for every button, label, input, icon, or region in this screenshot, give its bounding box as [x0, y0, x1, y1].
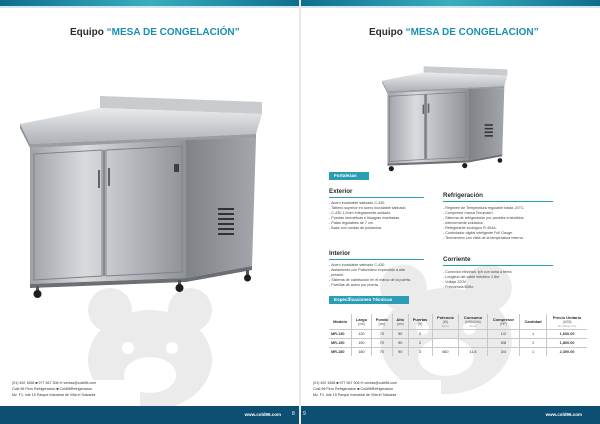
- footer: [301, 406, 600, 424]
- list-item: - presión.: [329, 273, 411, 278]
- list-item: - Longitud del cable eléctrico 1.8m.: [443, 275, 513, 280]
- col-potencia: Potencia (W) Aprox: [432, 314, 459, 330]
- table-row: [329, 339, 587, 348]
- title-accent: “MESA DE CONGELACIÓN”: [106, 27, 240, 38]
- list-item: - Puertas herméticas e bisagras insertadas.: [329, 216, 406, 221]
- title-prefix: Equipo: [369, 27, 403, 38]
- cell-largo: 150: [352, 339, 372, 348]
- specs-tag: Especificaciones Técnicas: [329, 296, 409, 304]
- cell-puertas: 2: [408, 339, 432, 348]
- top-strip: [301, 0, 600, 6]
- exterior-heading: Exterior: [329, 188, 353, 195]
- contact-facebook: Cold 96 Peru Refrigeracion ■ Cold96Refrigeracion: [12, 387, 93, 391]
- spec-table: [329, 314, 587, 356]
- right-page: [301, 0, 600, 424]
- table-header-row: [329, 314, 587, 330]
- corriente-list: [443, 270, 513, 290]
- list-item: - Régimen de Temperatura regulable hasta -20°C.: [443, 206, 525, 211]
- footer-url[interactable]: www.cold96.com: [244, 412, 281, 417]
- refrigeracion-list: [443, 206, 525, 241]
- cell-compresor: 3/4: [487, 348, 519, 357]
- cell-precio: 1,800.00: [547, 339, 587, 348]
- col-largo: Largo (cm): [352, 314, 372, 330]
- footer: [0, 406, 299, 424]
- cell-cantidad: 1: [520, 330, 547, 339]
- freezer-table-image: [375, 60, 525, 175]
- divider: [443, 265, 553, 266]
- features-tag: Fortalezas: [329, 172, 369, 180]
- cell-fondo: 70: [371, 339, 392, 348]
- footer-url[interactable]: www.cold96.com: [545, 412, 582, 417]
- interior-heading: Interior: [329, 250, 351, 257]
- cell-alto: 90: [392, 330, 408, 339]
- col-puertas: Puertas (N): [408, 314, 432, 330]
- list-item: - Sistema de calefacción en el marco de la puerta.: [329, 278, 411, 283]
- list-item: - interiormente soldados.: [443, 221, 525, 226]
- divider: [443, 201, 553, 202]
- col-precio: Precio Unitario (US$) No incluye IGV: [547, 314, 587, 330]
- exterior-list: [329, 201, 406, 231]
- contact-phone: (01) 492 1656 ■ 977 567 306 ✉ ventas@cold96.com: [313, 381, 398, 385]
- list-item: - Tablero superior en acero inoxidable satinado: [329, 206, 406, 211]
- contact-block: [0, 380, 140, 406]
- cell-consumo: [459, 330, 488, 339]
- list-item: - Voltaje 220V: [443, 280, 513, 285]
- cell-model: MR-150: [329, 339, 352, 348]
- cell-precio: 2,300.00: [547, 348, 587, 357]
- contact-block: [301, 380, 441, 406]
- list-item: - Base con ruedas de poliamina.: [329, 226, 406, 231]
- contact-address: Mz. F1, lote 15 Parque Industrial de Villa el Salvador: [12, 393, 96, 397]
- interior-list: [329, 263, 411, 288]
- list-item: - Frecuencia 60Hz.: [443, 285, 513, 290]
- list-item: - Conexión eléctrica: Iph con toma a tierra.: [443, 270, 513, 275]
- cell-consumo: 11.6: [459, 348, 488, 357]
- cell-compresor: 5/8: [487, 339, 519, 348]
- list-item: - Termómetro con vista de la temperatura interna.: [443, 236, 525, 241]
- left-page: [0, 0, 299, 424]
- col-model: Modelo: [333, 319, 348, 324]
- col-fondo: Fondo (cm): [371, 314, 392, 330]
- refrigeracion-heading: Refrigeración: [443, 192, 483, 199]
- cell-alto: 90: [392, 348, 408, 357]
- list-item: - Parrillas de acero por puerta.: [329, 283, 411, 288]
- cell-potencia: 660: [432, 348, 459, 357]
- list-item: - Controlador digital inteligente Full Gauge.: [443, 231, 525, 236]
- cell-cantidad: 1: [520, 339, 547, 348]
- title-accent: “MESA DE CONGELACION”: [405, 27, 539, 38]
- page-number: 8: [292, 411, 295, 417]
- cell-largo: 130: [352, 330, 372, 339]
- cell-puertas: 3: [408, 348, 432, 357]
- cell-model: MR-180: [329, 348, 352, 357]
- cell-model: MR-130: [329, 330, 352, 339]
- cell-potencia: [432, 330, 459, 339]
- list-item: - Aislamiento con Poliuretano expandido a alta: [329, 268, 411, 273]
- cell-fondo: 70: [371, 330, 392, 339]
- page-title: [70, 27, 240, 38]
- list-item: - Compresor marca Tecumseh.: [443, 211, 525, 216]
- corriente-heading: Corriente: [443, 256, 471, 263]
- page-number: 9: [303, 411, 306, 417]
- page-title: [369, 27, 539, 38]
- col-alto: Alto (cm): [392, 314, 408, 330]
- cell-fondo: 70: [371, 348, 392, 357]
- divider: [329, 259, 424, 260]
- col-cantidad: Cantidad: [520, 314, 547, 330]
- freezer-table-image: [6, 90, 296, 300]
- contact-facebook: Cold 96 Peru Refrigeracion ■ Cold96Refrigeracion: [313, 387, 394, 391]
- list-item: - Sistema de refrigeración por paneles embutidos: [443, 216, 525, 221]
- col-compresor: Compresor (HP): [487, 314, 519, 330]
- title-prefix: Equipo: [70, 27, 104, 38]
- list-item: - Acero inoxidable satinado C-430.: [329, 263, 411, 268]
- cell-alto: 90: [392, 339, 408, 348]
- contact-phone: (01) 492 1656 ■ 977 567 306 ✉ ventas@cold96.com: [12, 381, 97, 385]
- list-item: - Acero inoxidable satinado C-430.: [329, 201, 406, 206]
- table-row: [329, 348, 587, 357]
- list-item: - Patas regulables de 7 cm.: [329, 221, 406, 226]
- cell-largo: 180: [352, 348, 372, 357]
- contact-address: Mz. F1, lote 15 Parque Industrial de Villa el Salvador: [313, 393, 397, 397]
- list-item: - Refrigerante ecológico R-404A.: [443, 226, 525, 231]
- top-strip: [0, 0, 299, 6]
- divider: [329, 197, 424, 198]
- col-consumo: Consumo (kWh/24h) Aprox: [459, 314, 488, 330]
- list-item: - C-430 1.2mm íntegramente soldado.: [329, 211, 406, 216]
- cell-consumo: [459, 339, 488, 348]
- cell-puertas: 2: [408, 330, 432, 339]
- cell-compresor: 1/2: [487, 330, 519, 339]
- cell-precio: 1,600.00: [547, 330, 587, 339]
- table-row: [329, 330, 587, 339]
- cell-cantidad: 1: [520, 348, 547, 357]
- cell-potencia: [432, 339, 459, 348]
